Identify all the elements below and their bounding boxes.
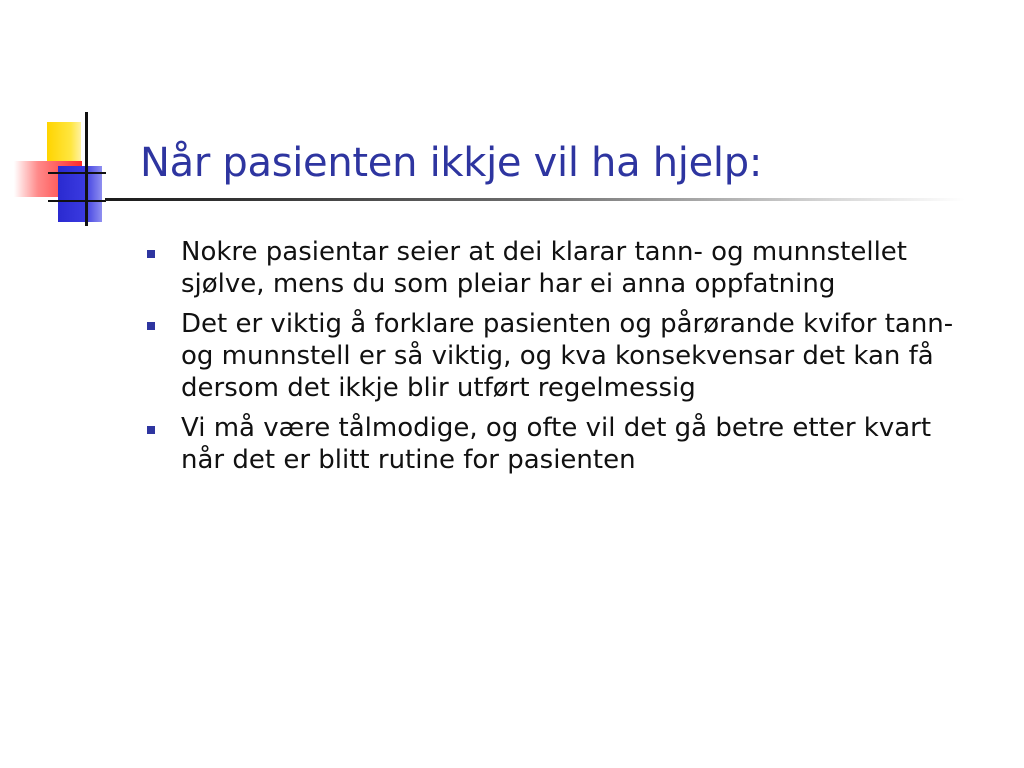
logo-blue-square [58,166,102,222]
colored-squares-logo-icon [0,100,140,230]
bullet-list [142,236,982,484]
blue-square-bullet-icon [147,250,155,258]
bullet-text: Nokre pasientar seier at dei klarar tann- og munnstellet sjølve, mens du som pleiar har ei anna oppfatning [181,237,907,299]
bullet-text: Vi må være tålmodige, og ofte vil det gå betre etter kvart når det er blitt rutine for pasienten [181,413,932,475]
blue-square-bullet-icon [147,426,155,434]
bullet-text: Det er viktig å forklare pasienten og pårørande kvifor tann- og munnstell er så viktig, og kva konsekvensar det kan få dersom det ikkje blir utført regelmessig [181,309,954,403]
logo-horizontal-line-top [48,172,106,174]
title-underline-divider [105,198,965,201]
bullet-item [142,236,982,300]
bullet-item [142,412,982,476]
slide-title: Når pasienten ikkje vil ha hjelp: [140,140,762,186]
bullet-item [142,308,982,404]
logo-horizontal-line-bottom [48,200,106,202]
logo-vertical-line [85,112,88,226]
blue-square-bullet-icon [147,322,155,330]
